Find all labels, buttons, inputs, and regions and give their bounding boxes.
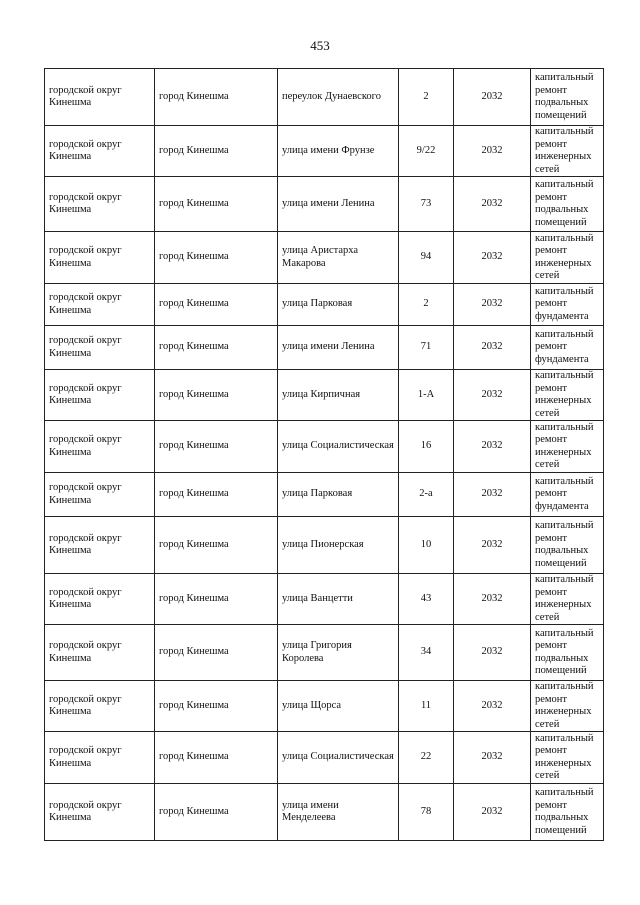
work-type-cell: капитальный ремонт подвальных помещений: [531, 69, 604, 126]
district-cell: городской округ Кинешма: [45, 574, 155, 625]
house-number-cell: 71: [399, 326, 454, 370]
work-type-cell: капитальный ремонт инженерных сетей: [531, 421, 604, 473]
town-cell: город Кинешма: [155, 574, 278, 625]
street-cell: улица Пионерская: [278, 517, 399, 574]
year-cell: 2032: [454, 574, 531, 625]
year-cell: 2032: [454, 284, 531, 326]
street-cell: улица Социалистическая: [278, 732, 399, 784]
district-cell: городской округ Кинешма: [45, 681, 155, 732]
table-row: [45, 625, 604, 681]
table-row: [45, 732, 604, 784]
district-cell: городской округ Кинешма: [45, 421, 155, 473]
street-cell: улица Григория Королева: [278, 625, 399, 681]
district-cell: городской округ Кинешма: [45, 732, 155, 784]
street-cell: улица Кирпичная: [278, 370, 399, 421]
town-cell: город Кинешма: [155, 732, 278, 784]
district-cell: городской округ Кинешма: [45, 177, 155, 232]
year-cell: 2032: [454, 326, 531, 370]
house-number-cell: 16: [399, 421, 454, 473]
year-cell: 2032: [454, 421, 531, 473]
work-type-cell: капитальный ремонт инженерных сетей: [531, 370, 604, 421]
street-cell: улица имени Менделеева: [278, 784, 399, 841]
table-row: [45, 370, 604, 421]
town-cell: город Кинешма: [155, 625, 278, 681]
street-cell: улица Щорса: [278, 681, 399, 732]
work-type-cell: капитальный ремонт инженерных сетей: [531, 681, 604, 732]
district-cell: городской округ Кинешма: [45, 69, 155, 126]
table-row: [45, 177, 604, 232]
house-number-cell: 1-А: [399, 370, 454, 421]
district-cell: городской округ Кинешма: [45, 625, 155, 681]
table-row: [45, 284, 604, 326]
work-type-cell: капитальный ремонт подвальных помещений: [531, 784, 604, 841]
work-type-cell: капитальный ремонт инженерных сетей: [531, 232, 604, 284]
work-type-cell: капитальный ремонт подвальных помещений: [531, 177, 604, 232]
town-cell: город Кинешма: [155, 69, 278, 126]
town-cell: город Кинешма: [155, 126, 278, 177]
house-number-cell: 73: [399, 177, 454, 232]
year-cell: 2032: [454, 732, 531, 784]
table-row: [45, 574, 604, 625]
town-cell: город Кинешма: [155, 232, 278, 284]
year-cell: 2032: [454, 625, 531, 681]
house-number-cell: 9/22: [399, 126, 454, 177]
street-cell: улица имени Ленина: [278, 326, 399, 370]
house-number-cell: 10: [399, 517, 454, 574]
year-cell: 2032: [454, 517, 531, 574]
town-cell: город Кинешма: [155, 326, 278, 370]
town-cell: город Кинешма: [155, 421, 278, 473]
district-cell: городской округ Кинешма: [45, 784, 155, 841]
district-cell: городской округ Кинешма: [45, 232, 155, 284]
year-cell: 2032: [454, 784, 531, 841]
street-cell: улица имени Фрунзе: [278, 126, 399, 177]
town-cell: город Кинешма: [155, 473, 278, 517]
year-cell: 2032: [454, 69, 531, 126]
page-number: 453: [310, 38, 330, 53]
district-cell: городской округ Кинешма: [45, 126, 155, 177]
work-type-cell: капитальный ремонт инженерных сетей: [531, 732, 604, 784]
year-cell: 2032: [454, 681, 531, 732]
district-cell: городской округ Кинешма: [45, 517, 155, 574]
street-cell: улица Парковая: [278, 284, 399, 326]
street-cell: улица Парковая: [278, 473, 399, 517]
street-cell: улица Аристарха Макарова: [278, 232, 399, 284]
town-cell: город Кинешма: [155, 370, 278, 421]
table-body: [45, 69, 604, 841]
work-type-cell: капитальный ремонт фундамента: [531, 473, 604, 517]
town-cell: город Кинешма: [155, 784, 278, 841]
district-cell: городской округ Кинешма: [45, 473, 155, 517]
house-number-cell: 34: [399, 625, 454, 681]
house-number-cell: 2-а: [399, 473, 454, 517]
year-cell: 2032: [454, 370, 531, 421]
year-cell: 2032: [454, 232, 531, 284]
town-cell: город Кинешма: [155, 284, 278, 326]
year-cell: 2032: [454, 126, 531, 177]
house-number-cell: 43: [399, 574, 454, 625]
work-type-cell: капитальный ремонт подвальных помещений: [531, 625, 604, 681]
district-cell: городской округ Кинешма: [45, 370, 155, 421]
year-cell: 2032: [454, 473, 531, 517]
table-row: [45, 473, 604, 517]
table-row: [45, 126, 604, 177]
street-cell: улица Ванцетти: [278, 574, 399, 625]
district-cell: городской округ Кинешма: [45, 284, 155, 326]
work-type-cell: капитальный ремонт подвальных помещений: [531, 517, 604, 574]
work-type-cell: капитальный ремонт фундамента: [531, 284, 604, 326]
work-type-cell: капитальный ремонт инженерных сетей: [531, 126, 604, 177]
house-number-cell: 22: [399, 732, 454, 784]
house-number-cell: 2: [399, 69, 454, 126]
street-cell: переулок Дунаевского: [278, 69, 399, 126]
town-cell: город Кинешма: [155, 517, 278, 574]
town-cell: город Кинешма: [155, 681, 278, 732]
town-cell: город Кинешма: [155, 177, 278, 232]
house-number-cell: 11: [399, 681, 454, 732]
house-number-cell: 78: [399, 784, 454, 841]
work-type-cell: капитальный ремонт инженерных сетей: [531, 574, 604, 625]
street-cell: улица Социалистическая: [278, 421, 399, 473]
table-row: [45, 232, 604, 284]
house-number-cell: 94: [399, 232, 454, 284]
year-cell: 2032: [454, 177, 531, 232]
table-row: [45, 421, 604, 473]
work-type-cell: капитальный ремонт фундамента: [531, 326, 604, 370]
street-cell: улица имени Ленина: [278, 177, 399, 232]
district-cell: городской округ Кинешма: [45, 326, 155, 370]
registry-table: [44, 68, 604, 841]
table-row: [45, 69, 604, 126]
table-row: [45, 326, 604, 370]
table-row: [45, 784, 604, 841]
table-row: [45, 517, 604, 574]
house-number-cell: 2: [399, 284, 454, 326]
table-row: [45, 681, 604, 732]
